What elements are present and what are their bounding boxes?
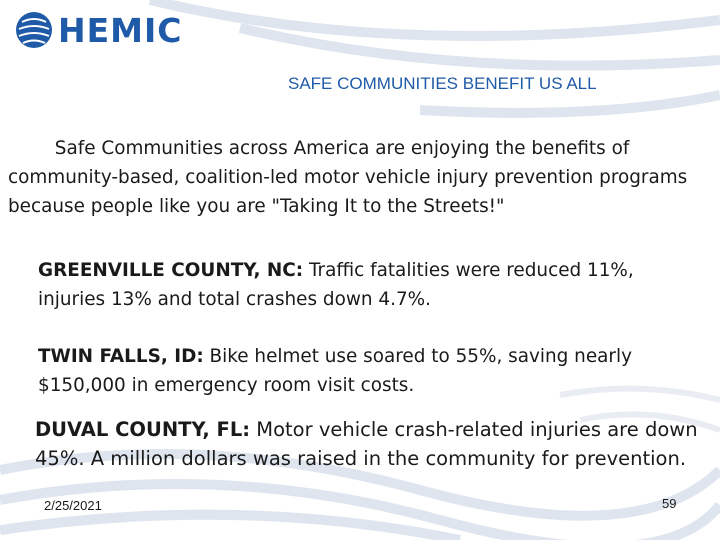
result-item-greenville [38,256,698,314]
intro-indent [8,138,55,159]
logo-text: HEMIC [58,10,183,50]
item-text: Traffic fatalities were reduced 11%, injuries 13% and total crashes down 4.7%. [38,260,634,310]
result-item-duval [35,415,705,473]
intro-paragraph [8,134,716,221]
item-place: TWIN FALLS, ID: [38,346,204,367]
hemic-logo [14,8,194,52]
item-text: Motor vehicle crash-related injuries are down 45%. A million dollars was raised in the community for prevention. [35,418,698,470]
globe-icon [14,10,54,50]
slide-subtitle: SAFE COMMUNITIES BENEFIT US ALL [288,74,597,93]
slide-date: 2/25/2021 [44,498,102,513]
item-place: GREENVILLE COUNTY, NC: [38,260,304,281]
intro-text: Safe Communities across America are enjoying the benefits of community-based, coalition-led motor vehicle injury prevention programs because people like you are "Taking It to the Streets!" [8,138,688,217]
page-number: 59 [662,496,677,511]
item-text: Bike helmet use soared to 55%, saving nearly $150,000 in emergency room visit costs. [38,346,632,396]
result-item-twin-falls [38,342,698,400]
item-place: DUVAL COUNTY, FL: [35,418,251,441]
